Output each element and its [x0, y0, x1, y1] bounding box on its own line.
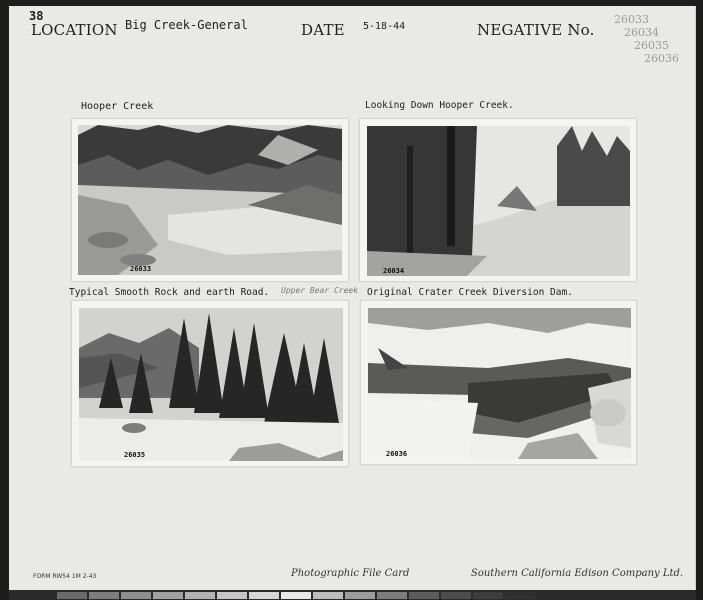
form-number: FORM RW54 1M 2-43	[33, 573, 97, 580]
photo-image	[367, 126, 630, 276]
photo-crater-creek-diversion-dam	[360, 300, 637, 465]
negative-number-stamp: 26033	[614, 13, 649, 26]
photo-caption: Original Crater Creek Diversion Dam.	[367, 287, 573, 298]
photo-caption: Looking Down Hooper Creek.	[365, 100, 514, 111]
negative-number-stamp: 26035	[634, 39, 669, 52]
location-value: Big Creek-General	[125, 18, 248, 32]
date-value: 5-18-44	[363, 21, 406, 32]
photo-looking-down-hooper-creek	[359, 118, 637, 282]
photo-image	[78, 125, 342, 275]
photo-image	[368, 308, 631, 459]
date-label: DATE	[301, 21, 345, 39]
photo-hooper-creek	[71, 118, 349, 282]
negative-number-label: 26036	[386, 450, 408, 458]
company-name: Southern California Edison Company Ltd.	[471, 568, 684, 579]
card-number: 38	[29, 9, 44, 23]
negative-number-stamp: 26034	[624, 26, 659, 39]
negative-number-label: 26035	[124, 451, 146, 459]
photo-caption-note: Upper Bear Creek	[281, 286, 359, 295]
negative-label: NEGATIVE No.	[477, 21, 595, 39]
photo-caption: Typical Smooth Rock and earth Road.	[69, 287, 270, 298]
negative-number-stamp: 26036	[644, 52, 679, 65]
card-title: Photographic File Card	[291, 568, 410, 579]
photo-image	[79, 308, 343, 461]
photo-smooth-rock-road	[71, 300, 349, 467]
photo-caption: Hooper Creek	[81, 101, 154, 112]
negative-number-label: 26034	[383, 267, 405, 275]
negative-number-label: 26033	[130, 265, 152, 273]
photographic-file-card	[9, 6, 696, 590]
location-label: LOCATION	[31, 21, 118, 39]
film-edge-strip	[9, 590, 696, 600]
